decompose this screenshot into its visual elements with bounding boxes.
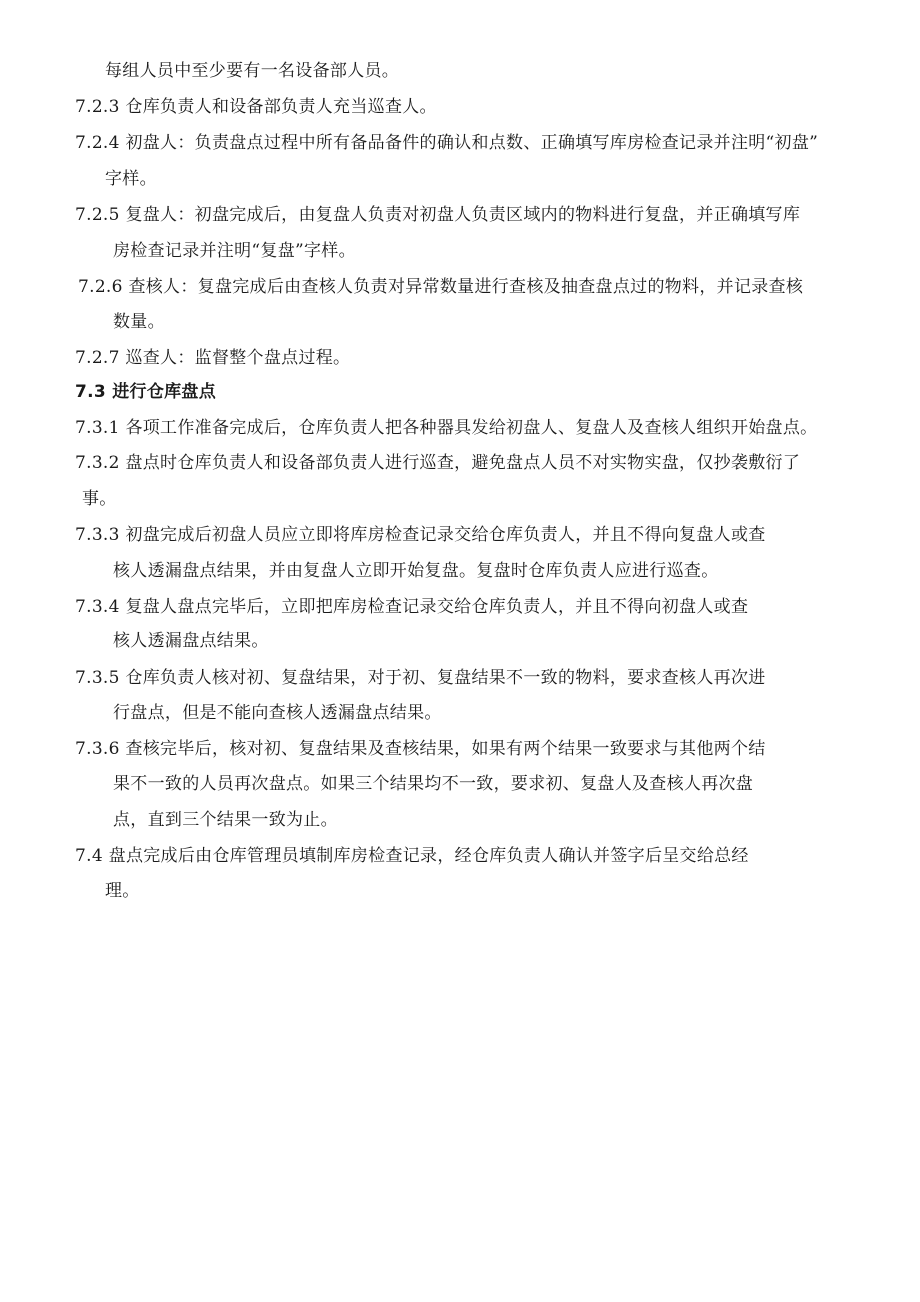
- text-line: 字样。: [105, 169, 157, 189]
- text-line: 核人透漏盘点结果，并由复盘人立即开始复盘。复盘时仓库负责人应进行巡查。: [113, 561, 719, 581]
- section-7-3-1: 7.3.1 各项工作准备完成后，仓库负责人把各种器具发给初盘人、复盘人及查核人组织开始盘点。: [75, 418, 818, 438]
- section-7-2-7: 7.2.7 巡查人：监督整个盘点过程。: [75, 348, 351, 368]
- text-line: 理。: [105, 881, 140, 901]
- section-7-3-4: 7.3.4 复盘人盘点完毕后，立即把库房检查记录交给仓库负责人，并且不得向初盘人或查: [75, 597, 749, 617]
- text-line: 核人透漏盘点结果。: [113, 631, 269, 651]
- text-line: 点，直到三个结果一致为止。: [113, 810, 338, 830]
- section-7-3-6: 7.3.6 查核完毕后，核对初、复盘结果及查核结果，如果有两个结果一致要求与其他两个结: [75, 739, 766, 759]
- section-7-3-3: 7.3.3 初盘完成后初盘人员应立即将库房检查记录交给仓库负责人，并且不得向复盘人或查: [75, 525, 766, 545]
- section-7-4: 7.4 盘点完成后由仓库管理员填制库房检查记录，经仓库负责人确认并签字后呈交给总经: [75, 846, 749, 866]
- section-7-2-6: 7.2.6 查核人：复盘完成后由查核人负责对异常数量进行查核及抽查盘点过的物料，并记录查核: [78, 277, 804, 297]
- section-7-2-4: 7.2.4 初盘人：负责盘点过程中所有备品备件的确认和点数、正确填写库房检查记录并注明“初盘”: [75, 133, 819, 153]
- text-line: 数量。: [113, 312, 165, 332]
- text-line: 果不一致的人员再次盘点。如果三个结果均不一致，要求初、复盘人及查核人再次盘: [113, 774, 754, 794]
- text-line: 每组人员中至少要有一名设备部人员。: [105, 61, 400, 81]
- section-heading-7-3: 7.3 进行仓库盘点: [75, 382, 217, 402]
- section-7-2-5: 7.2.5 复盘人：初盘完成后，由复盘人负责对初盘人负责区域内的物料进行复盘，并正确填写库: [75, 205, 801, 225]
- text-line: 房检查记录并注明“复盘”字样。: [113, 241, 356, 261]
- section-7-3-5: 7.3.5 仓库负责人核对初、复盘结果，对于初、复盘结果不一致的物料，要求查核人再次进: [75, 668, 766, 688]
- text-line: 行盘点，但是不能向查核人透漏盘点结果。: [113, 703, 442, 723]
- text-line: 事。: [82, 489, 117, 509]
- section-7-2-3: 7.2.3 仓库负责人和设备部负责人充当巡查人。: [75, 97, 437, 117]
- section-7-3-2: 7.3.2 盘点时仓库负责人和设备部负责人进行巡查，避免盘点人员不对实物实盘，仅抄袭敷衍了: [75, 453, 801, 473]
